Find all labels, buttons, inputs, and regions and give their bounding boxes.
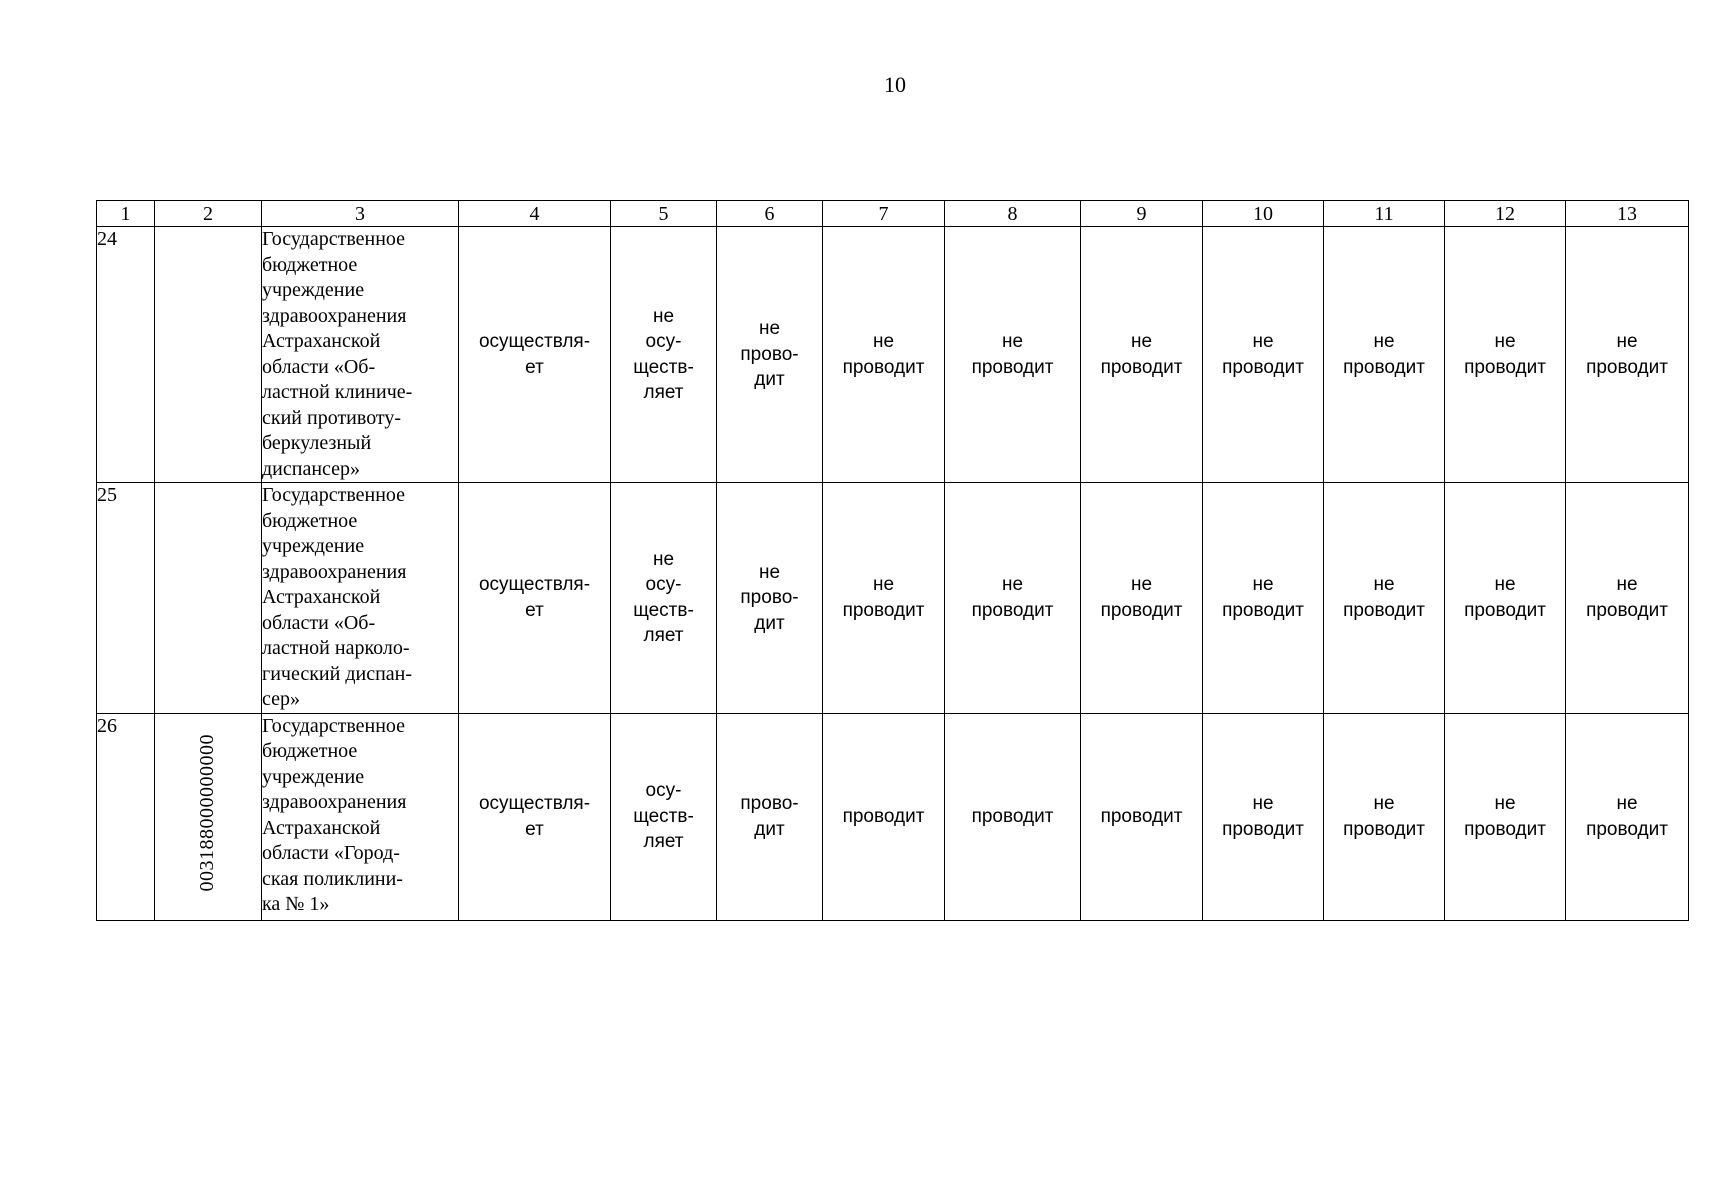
value-cell-4: осуществля- ет bbox=[459, 483, 611, 714]
value-cell-4: осуществля- ет bbox=[459, 713, 611, 920]
column-header-4: 4 bbox=[459, 201, 611, 227]
value-cell-6: прово- дит bbox=[717, 713, 823, 920]
value-cell-6: не прово- дит bbox=[717, 227, 823, 483]
value-cell-8: не проводит bbox=[945, 483, 1081, 714]
value-cell-13: не проводит bbox=[1566, 483, 1689, 714]
value-cell-12: не проводит bbox=[1445, 713, 1566, 920]
column-header-5: 5 bbox=[611, 201, 717, 227]
value-cell-11: не проводит bbox=[1324, 713, 1445, 920]
page-number: 10 bbox=[884, 72, 906, 97]
value-cell-10: не проводит bbox=[1203, 713, 1324, 920]
column-header-6: 6 bbox=[717, 201, 823, 227]
value-cell-10: не проводит bbox=[1203, 227, 1324, 483]
row-code-text: 003188000000000 bbox=[196, 734, 219, 892]
column-header-13: 13 bbox=[1566, 201, 1689, 227]
institution-name: Государственное бюджетное учреждение здравоохранения Астраханской области «Об- ластной клиниче- ский противоту- беркулезный диспансер» bbox=[262, 227, 459, 483]
value-cell-8: не проводит bbox=[945, 227, 1081, 483]
value-cell-5: не осу- ществ- ляет bbox=[611, 227, 717, 483]
table-row bbox=[97, 227, 1689, 483]
institution-name: Государственное бюджетное учреждение здравоохранения Астраханской области «Об- ластной нарколо- гический диспан- сер» bbox=[262, 483, 459, 714]
value-cell-9: не проводит bbox=[1081, 483, 1203, 714]
row-number: 25 bbox=[97, 483, 155, 714]
table-row bbox=[97, 713, 1689, 920]
row-code bbox=[155, 483, 262, 714]
column-header-3: 3 bbox=[262, 201, 459, 227]
row-number: 24 bbox=[97, 227, 155, 483]
value-cell-11: не проводит bbox=[1324, 483, 1445, 714]
column-header-8: 8 bbox=[945, 201, 1081, 227]
row-code bbox=[155, 227, 262, 483]
column-header-11: 11 bbox=[1324, 201, 1445, 227]
column-header-1: 1 bbox=[97, 201, 155, 227]
value-cell-10: не проводит bbox=[1203, 483, 1324, 714]
value-cell-6: не прово- дит bbox=[717, 483, 823, 714]
column-header-7: 7 bbox=[823, 201, 945, 227]
value-cell-7: не проводит bbox=[823, 227, 945, 483]
value-cell-9: не проводит bbox=[1081, 227, 1203, 483]
value-cell-7: проводит bbox=[823, 713, 945, 920]
column-header-9: 9 bbox=[1081, 201, 1203, 227]
header-row bbox=[97, 201, 1689, 227]
value-cell-5: не осу- ществ- ляет bbox=[611, 483, 717, 714]
column-header-12: 12 bbox=[1445, 201, 1566, 227]
value-cell-11: не проводит bbox=[1324, 227, 1445, 483]
value-cell-5: осу- ществ- ляет bbox=[611, 713, 717, 920]
table-row bbox=[97, 483, 1689, 714]
column-header-10: 10 bbox=[1203, 201, 1324, 227]
row-code bbox=[155, 713, 262, 920]
value-cell-4: осуществля- ет bbox=[459, 227, 611, 483]
value-cell-12: не проводит bbox=[1445, 227, 1566, 483]
row-number: 26 bbox=[97, 713, 155, 920]
institution-name: Государственное бюджетное учреждение здравоохранения Астраханской области «Город- ская поликлини- ка № 1» bbox=[262, 713, 459, 920]
value-cell-9: проводит bbox=[1081, 713, 1203, 920]
column-header-2: 2 bbox=[155, 201, 262, 227]
value-cell-7: не проводит bbox=[823, 483, 945, 714]
registry-table bbox=[96, 200, 1689, 921]
value-cell-8: проводит bbox=[945, 713, 1081, 920]
value-cell-13: не проводит bbox=[1566, 713, 1689, 920]
value-cell-13: не проводит bbox=[1566, 227, 1689, 483]
value-cell-12: не проводит bbox=[1445, 483, 1566, 714]
